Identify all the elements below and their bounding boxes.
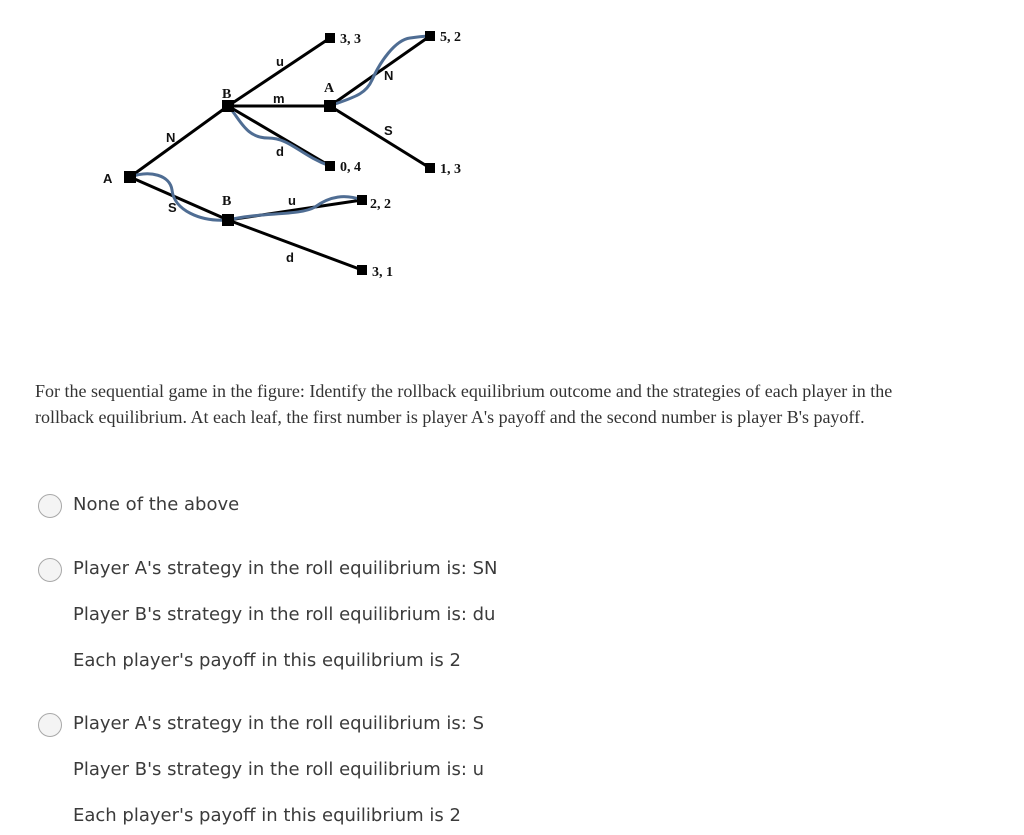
leaf-s <box>425 163 435 173</box>
question-text: For the sequential game in the figure: Identify the rollback equilibrium outcome and the strategies of each player in the rollback equilibrium. At each leaf, the first number is player A's payoff and the second number is player B's payoff. <box>35 381 893 427</box>
edge-label-b-upper-m: m <box>273 91 285 106</box>
payoff-d-lower: 3, 1 <box>372 265 393 280</box>
payoff-s: 1, 3 <box>440 162 461 177</box>
option-3-line-2: Player B's strategy in the roll equilibrium is: u <box>73 759 485 780</box>
edge-label-b-lower-u: u <box>288 193 296 208</box>
edge-label-b-lower-d: d <box>286 250 294 265</box>
edge-label-a-mid-s: S <box>384 123 393 138</box>
payoff-u-lower: 2, 2 <box>370 197 391 212</box>
radio-button-option-1[interactable] <box>38 494 62 518</box>
radio-button-option-3[interactable] <box>38 713 62 737</box>
edge-root-to-b-lower <box>130 177 228 220</box>
edge-b-lower-d <box>228 220 362 270</box>
node-a-mid <box>324 100 336 112</box>
edge-label-root-n: N <box>166 130 176 145</box>
label-a-mid: A <box>324 81 335 96</box>
payoff-n: 5, 2 <box>440 30 461 45</box>
answer-option-1[interactable] <box>38 494 638 524</box>
radio-button-option-2[interactable] <box>38 558 62 582</box>
label-root: A <box>103 171 113 186</box>
payoff-d-upper: 0, 4 <box>340 160 361 175</box>
option-2-line-2: Player B's strategy in the roll equilibrium is: du <box>73 604 496 625</box>
label-b-lower: B <box>222 194 232 209</box>
edge-label-a-mid-n: N <box>384 68 394 83</box>
leaf-n <box>425 31 435 41</box>
answer-option-2[interactable] <box>38 558 638 678</box>
leaf-u-upper <box>325 33 335 43</box>
leaf-d-upper <box>325 161 335 171</box>
option-3-line-3: Each player's payoff in this equilibrium is 2 <box>73 805 461 826</box>
leaf-d-lower <box>357 265 367 275</box>
edge-a-mid-s <box>330 106 430 168</box>
option-3-line-1: Player A's strategy in the roll equilibrium is: S <box>73 713 485 734</box>
edge-label-b-upper-d: d <box>276 144 284 159</box>
edge-label-root-s: S <box>168 200 177 215</box>
option-1-line-1: None of the above <box>73 494 240 515</box>
answer-option-3[interactable] <box>38 713 638 833</box>
edge-label-b-upper-u: u <box>276 54 284 69</box>
edge-root-to-b-upper <box>130 106 228 177</box>
node-b-lower <box>222 214 234 226</box>
label-b-upper: B <box>222 87 232 102</box>
option-2-line-3: Each player's payoff in this equilibrium is 2 <box>73 650 461 671</box>
payoff-u-upper: 3, 3 <box>340 32 361 47</box>
game-tree-diagram <box>0 0 1024 300</box>
option-2-line-1: Player A's strategy in the roll equilibrium is: SN <box>73 558 498 579</box>
node-root <box>124 171 136 183</box>
leaf-u-lower <box>357 195 367 205</box>
